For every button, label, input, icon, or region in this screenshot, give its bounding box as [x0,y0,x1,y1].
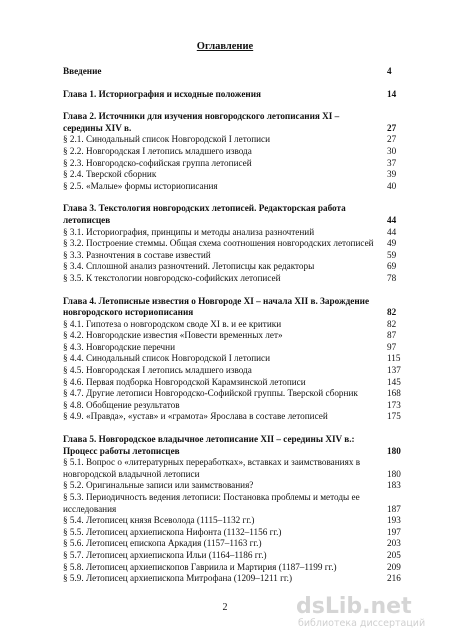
toc-section-row [63,250,413,262]
toc-section-row [63,319,413,331]
section-title: § 4.5. Новгородская I летопись младшего извода [63,365,252,376]
toc-section-row [63,342,413,354]
toc-section-row [63,457,413,480]
page-ref: 209 [387,561,401,572]
page-ref: 183 [387,480,401,491]
section-title: § 5.4. Летописец князя Всеволода (1115–1132 гг.) [63,515,255,526]
section-spacer [63,192,413,203]
toc-chapter-row [63,296,413,319]
toc-section-row [63,527,413,539]
page-ref: 82 [387,307,397,318]
section-title: § 5.3. Периодичность ведения летописи: Постановка проблемы и методы ее исследования [63,492,360,514]
chapter-title: Глава 5. Новгородское владычное летописание XII – середины XIV в.: Процесс работы летописцев [63,434,355,456]
page-ref: 37 [387,157,397,168]
section-title: § 4.4. Синодальный список Новгородской I летописи [63,353,271,364]
toc-section-row [63,492,413,515]
page-ref: 44 [387,214,397,225]
toc-chapter-row [63,89,413,101]
page-ref: 4 [387,66,392,76]
section-title: § 3.1. Историография, принципы и методы анализа разночтений [63,226,315,237]
section-title: § 2.4. Тверской сборник [63,169,157,180]
chapter-title: Глава 3. Текстология новгородских летописей. Редакторская работа летописцев [63,203,346,225]
section-title: § 5.8. Летописец архиепископов Гавриила и Мартирия (1187–1199 гг.) [63,561,337,572]
toc-section-row [63,158,413,170]
section-title: § 2.2. Новгородская I летопись младшего извода [63,145,252,156]
page-ref: 180 [387,468,401,479]
chapter-title: Глава 2. Источники для изучения новгородского летописания XI – середины XIV в. [63,111,340,133]
toc-section-row [63,515,413,527]
page-ref: 193 [387,515,401,526]
page-ref: 197 [387,526,401,537]
watermark-brand: dsLib.net [296,596,412,619]
page-ref: 59 [387,249,397,260]
section-title: § 3.4. Сплошной анализ разночтений. Летописцы как редакторы [63,261,315,272]
page-ref: 30 [387,145,397,156]
watermark-logo [292,596,442,632]
toc-section-row [63,388,413,400]
page-ref: 49 [387,238,397,249]
page-ref: 187 [387,503,401,514]
toc-section-row [63,480,413,492]
page-ref: 69 [387,261,397,272]
section-title: § 4.2. Новгородские известия «Повести временных лет» [63,330,283,341]
toc-section-row [63,273,413,285]
page-ref: 14 [387,88,397,99]
section-title: § 2.1. Синодальный список Новгородской I летописи [63,134,271,145]
page-ref: 137 [387,365,401,376]
toc-section-row [63,538,413,550]
section-title: § 5.7. Летописец архиепископа Ильи (1164–1186 гг.) [63,549,267,560]
watermark-caption: библиотека диссертаций [298,618,426,629]
chapter-title: Глава 1. Историография и исходные положения [63,88,261,99]
page-ref: 40 [387,180,397,191]
page-ref: 115 [387,353,401,364]
page-ref: 97 [387,341,397,352]
section-title: § 4.1. Гипотеза о новгородском своде XI в. и ее критики [63,318,282,329]
toc-section-row [63,146,413,158]
section-title: § 5.9. Летописец архиепископа Митрофана (1209–1211 гг.) [63,573,293,584]
section-title: § 3.2. Построение стеммы. Общая схема соотношения новгородских летописей [63,238,374,249]
page-title: Оглавление [196,41,254,52]
page-ref: 173 [387,399,401,410]
table-of-contents [63,66,413,585]
page-ref: 87 [387,330,397,341]
page-ref: 27 [387,122,397,133]
toc-section-row [63,169,413,181]
toc-section-row [63,353,413,365]
toc-section-row [63,573,413,585]
page-ref: 82 [387,318,397,329]
toc-section-row [63,562,413,574]
page-ref: 205 [387,549,401,560]
toc-section-row [63,400,413,412]
toc-section-row [63,181,413,193]
toc-section-row [63,227,413,239]
section-spacer [63,285,413,296]
section-title: § 2.3. Новгородско-софийская группа летописей [63,157,252,168]
page-ref: 203 [387,538,401,549]
section-title: § 5.2. Оригинальные записи или заимствования? [63,480,254,491]
page-ref: 180 [387,445,401,456]
section-spacer [63,100,413,111]
page-ref: 168 [387,388,401,399]
section-title: § 4.9. «Правда», «устав» и «грамота» Ярослава в составе летописей [63,411,328,422]
page-ref: 216 [387,573,401,584]
toc-section-row [63,330,413,342]
section-title: § 5.5. Летописец архиепископа Нифонта (1132–1156 гг.) [63,526,282,537]
section-title: § 2.5. «Малые» формы историописания [63,180,218,191]
section-spacer [63,78,413,89]
page-ref: 175 [387,411,401,422]
page-number: 2 [222,602,228,613]
toc-chapter-row [63,111,413,134]
toc-chapter-row [63,203,413,226]
section-spacer [63,423,413,434]
section-title: § 4.8. Обобщение результатов [63,399,180,410]
section-title: § 5.1. Вопрос о «литературных переработках», вставках и заимствованиях в новгородской владычной летописи [63,457,361,479]
section-title: § 4.3. Новгородские перечни [63,341,175,352]
chapter-title: Введение [63,66,102,76]
section-title: § 3.5. К текстологии новгородско-софийских летописей [63,272,281,283]
toc-chapter-row [63,434,413,457]
toc-section-row [63,365,413,377]
section-title: § 4.6. Первая подборка Новгородской Карамзинской летописи [63,376,306,387]
page-ref: 78 [387,272,397,283]
toc-section-row [63,238,413,250]
page-ref: 44 [387,226,397,237]
page-ref: 39 [387,169,397,180]
page-ref: 145 [387,376,401,387]
toc-section-row [63,134,413,146]
toc-section-row [63,377,413,389]
toc-chapter-row [63,66,413,78]
toc-section-row [63,261,413,273]
toc-section-row [63,550,413,562]
toc-section-row [63,411,413,423]
section-title: § 5.6. Летописец епископа Аркадия (1157–1163 гг.) [63,538,262,549]
section-title: § 4.7. Другие летописи Новгородско-Софийской группы. Тверской сборник [63,388,358,399]
section-title: § 3.3. Разночтения в составе известий [63,249,211,260]
page-ref: 27 [387,134,397,145]
chapter-title: Глава 4. Летописные известия о Новгороде XI – начала XII в. Зарождение новгородского историописания [63,295,370,318]
